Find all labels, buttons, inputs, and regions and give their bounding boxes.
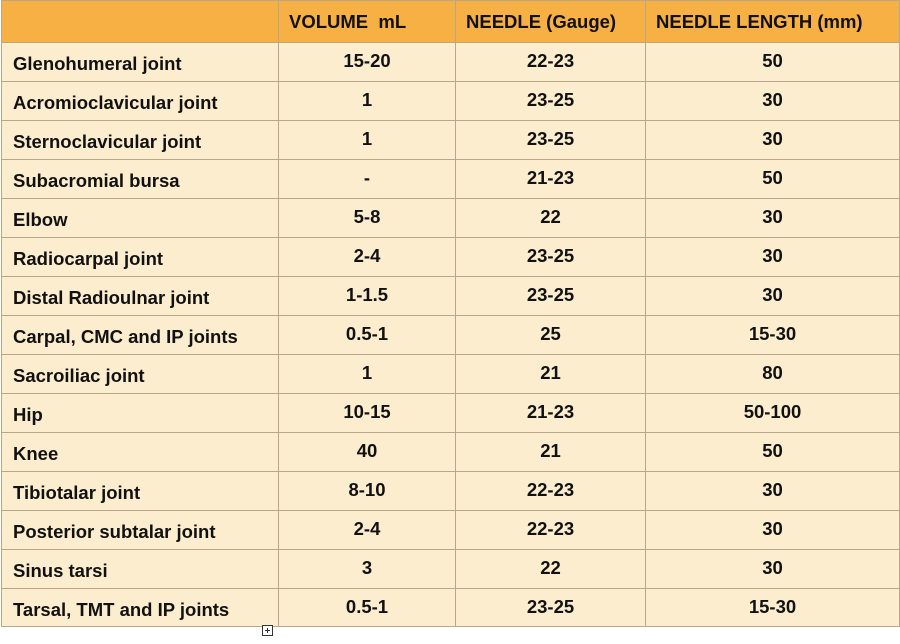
volume-cell: 40: [279, 433, 456, 472]
needle-gauge-cell: 22: [456, 550, 646, 589]
volume-cell: 0.5-1: [279, 589, 456, 627]
header-cell-volume: VOLUME mL: [279, 1, 456, 43]
table-row: [2, 160, 900, 199]
needle-length-cell: 30: [646, 199, 900, 238]
table-row: [2, 355, 900, 394]
plus-square-icon[interactable]: [262, 625, 273, 636]
table-row: [2, 316, 900, 355]
joint-name-cell: Sacroiliac joint: [2, 355, 279, 394]
needle-gauge-cell: 23-25: [456, 277, 646, 316]
table-row: [2, 550, 900, 589]
header-cell-needle-gauge: NEEDLE (Gauge): [456, 1, 646, 43]
needle-gauge-cell: 22-23: [456, 43, 646, 82]
volume-cell: 15-20: [279, 43, 456, 82]
joint-name-cell: Tarsal, TMT and IP joints: [2, 589, 279, 627]
joint-name-cell: Hip: [2, 394, 279, 433]
needle-length-cell: 50-100: [646, 394, 900, 433]
needle-length-cell: 30: [646, 121, 900, 160]
table-row: [2, 589, 900, 627]
joint-name-cell: Posterior subtalar joint: [2, 511, 279, 550]
volume-cell: 5-8: [279, 199, 456, 238]
joint-name-cell: Radiocarpal joint: [2, 238, 279, 277]
joint-injection-table-container: [1, 0, 899, 644]
volume-cell: 1: [279, 355, 456, 394]
joint-name-cell: Carpal, CMC and IP joints: [2, 316, 279, 355]
joint-name-cell: Acromioclavicular joint: [2, 82, 279, 121]
needle-gauge-cell: 23-25: [456, 121, 646, 160]
header-row: [2, 1, 900, 43]
needle-length-cell: 50: [646, 433, 900, 472]
table-row: [2, 82, 900, 121]
needle-gauge-cell: 25: [456, 316, 646, 355]
table-row: [2, 199, 900, 238]
volume-cell: 1: [279, 82, 456, 121]
table-row: [2, 394, 900, 433]
volume-cell: 8-10: [279, 472, 456, 511]
joint-name-cell: Knee: [2, 433, 279, 472]
needle-gauge-cell: 21: [456, 355, 646, 394]
needle-gauge-cell: 23-25: [456, 238, 646, 277]
joint-name-cell: Tibiotalar joint: [2, 472, 279, 511]
joint-name-cell: Sinus tarsi: [2, 550, 279, 589]
needle-gauge-cell: 23-25: [456, 589, 646, 627]
header-cell-joint: [2, 1, 279, 43]
volume-cell: -: [279, 160, 456, 199]
needle-length-cell: 50: [646, 43, 900, 82]
joint-name-cell: Glenohumeral joint: [2, 43, 279, 82]
joint-name-cell: Elbow: [2, 199, 279, 238]
joint-name-cell: Sternoclavicular joint: [2, 121, 279, 160]
needle-length-cell: 30: [646, 511, 900, 550]
volume-cell: 10-15: [279, 394, 456, 433]
volume-cell: 2-4: [279, 511, 456, 550]
needle-gauge-cell: 22-23: [456, 511, 646, 550]
volume-cell: 0.5-1: [279, 316, 456, 355]
table-row: [2, 511, 900, 550]
needle-gauge-cell: 23-25: [456, 82, 646, 121]
joint-injection-table: [1, 0, 900, 627]
header-cell-needle-length: NEEDLE LENGTH (mm): [646, 1, 900, 43]
table-body: [2, 43, 900, 627]
needle-length-cell: 30: [646, 238, 900, 277]
needle-gauge-cell: 21-23: [456, 160, 646, 199]
volume-cell: 1: [279, 121, 456, 160]
needle-length-cell: 15-30: [646, 316, 900, 355]
table-row: [2, 43, 900, 82]
needle-length-cell: 30: [646, 277, 900, 316]
table-header: [2, 1, 900, 43]
table-row: [2, 238, 900, 277]
table-row: [2, 433, 900, 472]
table-row: [2, 277, 900, 316]
needle-length-cell: 30: [646, 472, 900, 511]
needle-length-cell: 30: [646, 550, 900, 589]
joint-name-cell: Subacromial bursa: [2, 160, 279, 199]
table-row: [2, 472, 900, 511]
needle-gauge-cell: 21: [456, 433, 646, 472]
needle-gauge-cell: 22: [456, 199, 646, 238]
volume-cell: 1-1.5: [279, 277, 456, 316]
needle-length-cell: 30: [646, 82, 900, 121]
needle-length-cell: 15-30: [646, 589, 900, 627]
needle-length-cell: 80: [646, 355, 900, 394]
needle-gauge-cell: 21-23: [456, 394, 646, 433]
needle-length-cell: 50: [646, 160, 900, 199]
needle-gauge-cell: 22-23: [456, 472, 646, 511]
table-row: [2, 121, 900, 160]
joint-name-cell: Distal Radioulnar joint: [2, 277, 279, 316]
volume-cell: 2-4: [279, 238, 456, 277]
volume-cell: 3: [279, 550, 456, 589]
